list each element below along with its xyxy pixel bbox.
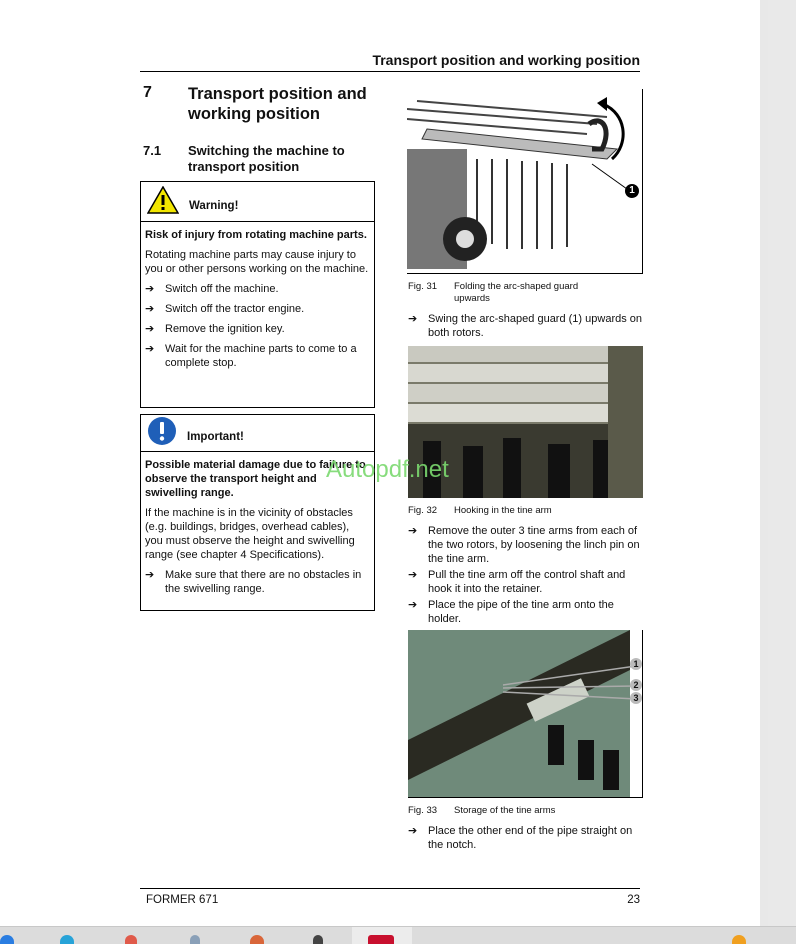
footer-rule [140, 888, 640, 889]
figure-32-caption: Fig. 32 Hooking in the tine arm [408, 505, 552, 516]
figure-31-image [407, 89, 643, 274]
figure-33-callout-1: 1 [630, 658, 642, 670]
warning-step: ➔ Wait for the machine parts to come to a complete stop. [145, 343, 357, 369]
taskbar-notification-icon[interactable] [732, 935, 746, 944]
chapter-number: 7 [143, 84, 152, 101]
warning-box [140, 181, 375, 408]
figure-31-caption: Fig. 31 Folding the arc-shaped guard upwards [408, 281, 579, 304]
arrow-icon: ➔ [145, 323, 155, 335]
taskbar-app-icon[interactable] [250, 935, 264, 944]
figure-33-caption: Fig. 33 Storage of the tine arms [408, 805, 556, 816]
important-box [140, 414, 375, 611]
section-title: Switching the machine to transport position [188, 143, 345, 174]
important-lead: Possible material damage due to failure to observe the transport height and swivelling range. [145, 459, 366, 499]
taskbar-app-icon[interactable] [60, 935, 74, 944]
arrow-icon: ➔ [145, 569, 155, 581]
warning-step: ➔ Switch off the tractor engine. [145, 303, 305, 315]
footer-page-number: 23 [627, 894, 640, 906]
arrow-icon: ➔ [408, 569, 418, 581]
warning-label: Warning! [189, 199, 239, 212]
important-step: ➔ Make sure that there are no obstacles in the swivelling range. [145, 569, 362, 595]
warning-triangle-icon [147, 186, 179, 218]
figure-33-callout-3: 3 [630, 692, 642, 704]
arrow-icon: ➔ [408, 825, 418, 837]
taskbar-app-icon[interactable] [313, 935, 323, 944]
taskbar-app-icon[interactable] [190, 935, 200, 944]
watermark: Autopdf.net [326, 456, 449, 483]
important-header [141, 415, 374, 452]
taskbar-active-app[interactable] [352, 927, 412, 944]
pdf-reader-icon [368, 935, 394, 944]
important-text: If the machine is in the vicinity of obstacles (e.g. buildings, bridges, overhead cables), you must observe the height and swivelling range (see chapter 4 Specifications). [145, 507, 355, 561]
arrow-icon: ➔ [145, 283, 155, 295]
taskbar-app-icon[interactable] [0, 935, 14, 944]
taskbar [0, 926, 796, 944]
instruction-fig31: ➔ Swing the arc-shaped guard (1) upwards on both rotors. [408, 313, 643, 339]
warning-step: ➔ Remove the ignition key. [145, 323, 285, 335]
warning-text: Rotating machine parts may cause injury to you or other persons working on the machine. [145, 249, 369, 275]
running-header: Transport position and working position [372, 52, 640, 68]
figure-33-callout-2: 2 [630, 679, 642, 691]
chapter-title: Transport position and working position [188, 85, 367, 123]
instruction-fig32: ➔ Remove the outer 3 tine arms from each of the two rotors, by loosening the linch pin on the tine arm. ➔ Pull the tine arm off the control shaft and hook it into the retainer. ➔ Place the pipe of the tine arm onto the holder. [408, 525, 640, 625]
header-rule [140, 71, 640, 72]
section-number: 7.1 [143, 143, 162, 158]
arrow-icon: ➔ [408, 313, 418, 325]
figure-33-image [408, 630, 643, 798]
figure-31-callout-1: 1 [625, 184, 639, 198]
arrow-icon: ➔ [408, 599, 418, 611]
arrow-icon: ➔ [408, 525, 418, 537]
viewer-scrollbar[interactable] [768, 0, 796, 926]
instruction-fig33: ➔ Place the other end of the pipe straight on the notch. [408, 825, 633, 851]
arrow-icon: ➔ [145, 343, 155, 355]
important-label: Important! [187, 431, 244, 443]
footer-model: FORMER 671 [146, 894, 219, 906]
warning-header [141, 182, 374, 222]
taskbar-app-icon[interactable] [125, 935, 137, 944]
arrow-icon: ➔ [145, 303, 155, 315]
important-info-icon [147, 416, 177, 450]
warning-lead: Risk of injury from rotating machine parts. [145, 229, 367, 241]
warning-step: ➔ Switch off the machine. [145, 283, 279, 295]
